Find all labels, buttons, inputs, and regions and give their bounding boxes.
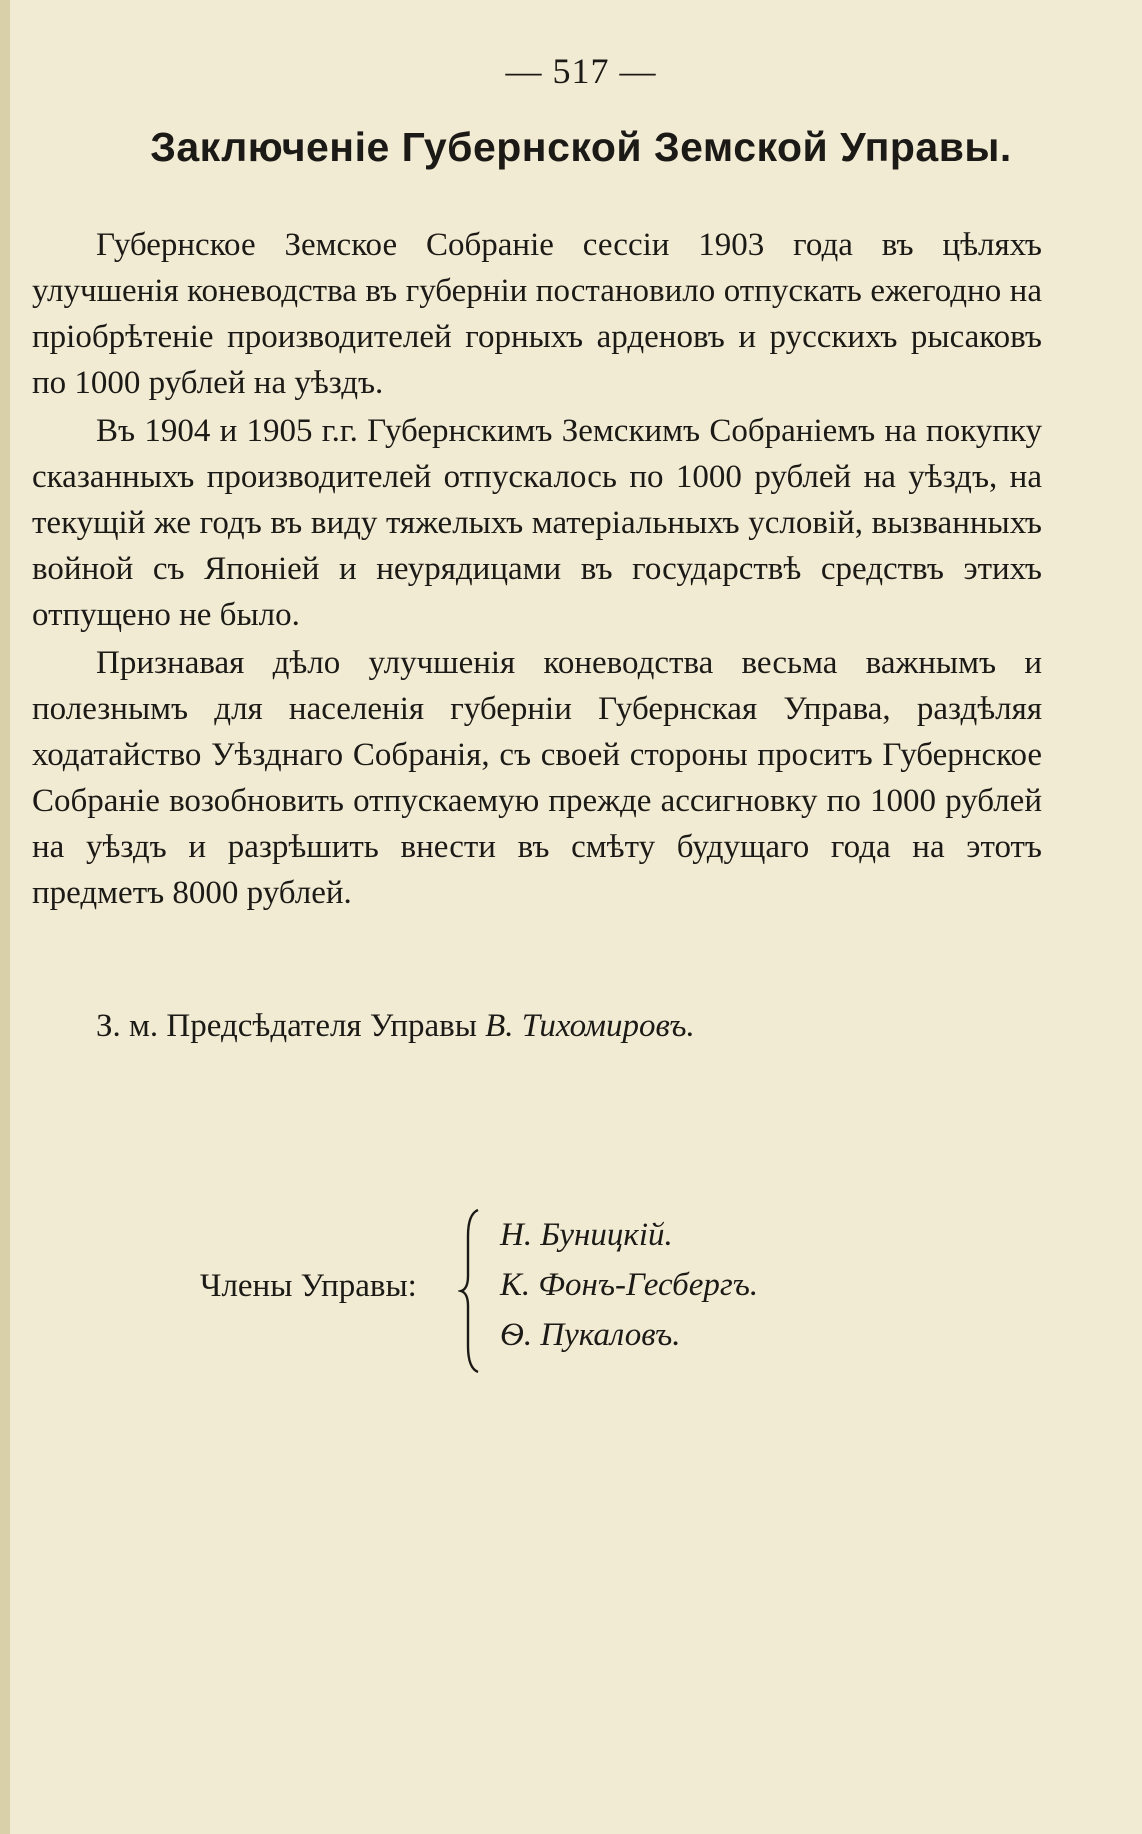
members-label: Члены Управы: (200, 1268, 417, 1304)
body-text (32, 222, 1042, 918)
paragraph: Въ 1904 и 1905 г.г. Губернскимъ Земскимъ Собраніемъ на покупку сказанныхъ производителей отпускалось по 1000 рублей на уѣздъ, на текущій же годъ въ виду тяжелыхъ матеріальныхъ условій, вызванныхъ войной съ Японіей и неурядицами въ государствѣ средствъ этихъ отпущено не было. (32, 413, 1042, 633)
member-name: К. Фонъ-Гесбергъ. (500, 1267, 759, 1303)
brace-icon (458, 1206, 486, 1376)
paragraph: Признавая дѣло улучшенія коневодства весьма важнымъ и полезнымъ для населенія губерніи Губернская Управа, раздѣляя ходатайство Уѣзднаго Собранія, съ своей стороны проситъ Губернское Собраніе возобновить отпускаемую прежде ассигновку по 1000 рублей на уѣздъ и разрѣшить внести въ смѣту будущаго года на этотъ предметъ 8000 рублей. (32, 645, 1042, 911)
page-number: — 517 — (505, 51, 657, 91)
signature-title: З. м. Предсѣдателя Управы (96, 1008, 477, 1044)
signature-line (96, 1008, 695, 1045)
member-name: Н. Буницкій. (500, 1217, 673, 1253)
members-list (500, 1210, 758, 1360)
member-name: Ѳ. Пукаловъ. (500, 1317, 681, 1353)
signature-name: В. Тихомировъ. (485, 1008, 695, 1044)
paragraph: Губернское Земское Собраніе сессіи 1903 года въ цѣляхъ улучшенія коневодства въ губерніи постановило отпускать ежегодно на пріобрѣтеніе производителей горныхъ арденовъ и русскихъ рысаковъ по 1000 рублей на уѣздъ. (32, 227, 1042, 401)
page-title: Заключеніе Губернской Земской Управы. (150, 124, 1012, 170)
